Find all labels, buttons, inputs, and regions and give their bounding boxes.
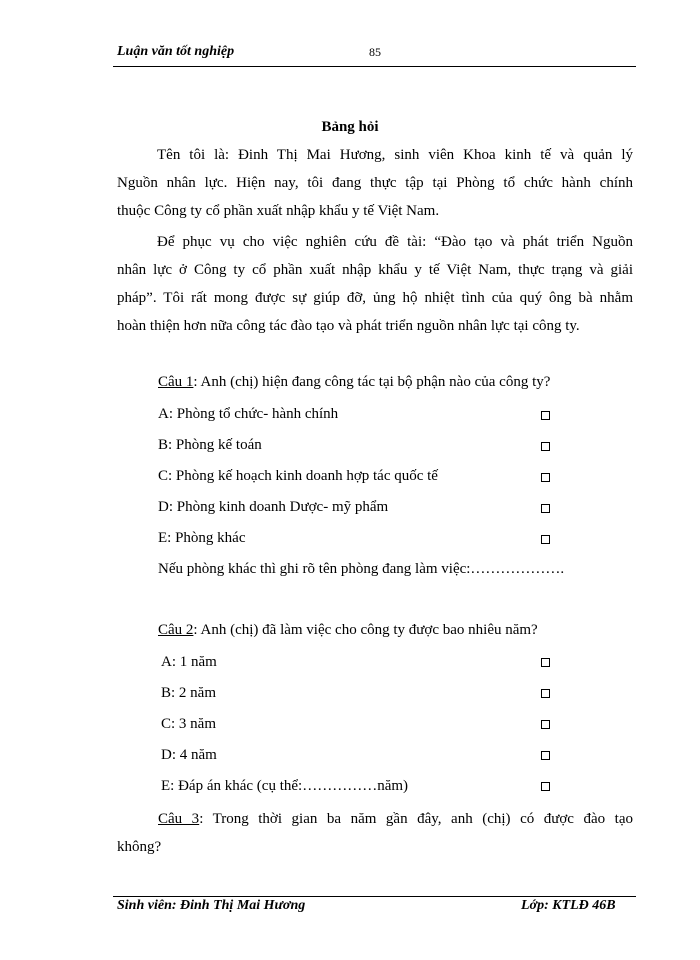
question-3-line-2: không?: [117, 839, 162, 855]
question-3-label: Câu 3: [158, 811, 200, 827]
q2-option-a-checkbox[interactable]: [541, 658, 550, 667]
question-3: [117, 805, 633, 861]
page-number: 85: [369, 45, 381, 59]
q2-option-c: C: 3 năm: [161, 716, 216, 732]
question-1-text: : Anh (chị) hiện đang công tác tại bộ phận nào của công ty?: [193, 374, 551, 390]
intro-paragraph-1: [117, 141, 633, 225]
intro-p1-line-1: Tên tôi là: Đinh Thị Mai Hương, sinh viên Khoa kinh tế và quản lý: [157, 147, 633, 163]
intro-p2-line-2: nhân lực ở Công ty cổ phần xuất nhập khẩu y tế Việt Nam, thực trạng và giải: [117, 262, 633, 278]
intro-p1-line-3: thuộc Công ty cổ phần xuất nhập khẩu y tế Việt Nam.: [117, 203, 440, 219]
q2-option-b-checkbox[interactable]: [541, 689, 550, 698]
q2-option-b: B: 2 năm: [161, 685, 216, 701]
footer-rule: [113, 896, 636, 897]
q1-option-b: B: Phòng kế toán: [158, 437, 262, 453]
q2-option-d-checkbox[interactable]: [541, 751, 550, 760]
q1-option-c: C: Phòng kế hoạch kinh doanh hợp tác quốc tế: [158, 468, 438, 484]
intro-p2-line-4: hoàn thiện hơn nữa công tác đào tạo và phát triển nguồn nhân lực tại công ty.: [117, 318, 580, 334]
footer-class: Lớp: KTLĐ 46B: [521, 898, 616, 913]
q1-option-a-checkbox[interactable]: [541, 411, 550, 420]
question-3-line-1: [117, 805, 633, 833]
question-1: [158, 374, 550, 391]
intro-p2-line-1: Để phục vụ cho việc nghiên cứu đề tài: “Đào tạo và phát triển Nguồn: [157, 234, 633, 250]
q2-option-c-checkbox[interactable]: [541, 720, 550, 729]
q2-option-e: E: Đáp án khác (cụ thể:……………năm): [161, 778, 409, 794]
header-rule: [113, 66, 636, 67]
question-2-text: : Anh (chị) đã làm việc cho công ty được bao nhiêu năm?: [193, 622, 538, 638]
question-2: [158, 622, 538, 639]
q1-other-note[interactable]: Nếu phòng khác thì ghi rõ tên phòng đang làm việc:……………….: [158, 561, 565, 577]
intro-p1-line-2: Nguồn nhân lực. Hiện nay, tôi đang thực tập tại Phòng tổ chức hành chính: [117, 175, 633, 191]
header-title: Luận văn tốt nghiệp: [117, 44, 235, 59]
q2-option-e-checkbox[interactable]: [541, 782, 550, 791]
q2-option-a: A: 1 năm: [161, 654, 217, 670]
q1-option-e-checkbox[interactable]: [541, 535, 550, 544]
q1-option-b-checkbox[interactable]: [541, 442, 550, 451]
q2-option-d: D: 4 năm: [161, 747, 217, 763]
q1-option-d-checkbox[interactable]: [541, 504, 550, 513]
footer-student: Sinh viên: Đinh Thị Mai Hương: [117, 898, 306, 913]
intro-paragraph-2: [117, 228, 633, 340]
question-1-label: Câu 1: [158, 374, 194, 390]
intro-p2-line-3: pháp”. Tôi rất mong được sự giúp đỡ, ủng hộ nhiệt tình của quý ông bà nhằm: [117, 290, 633, 306]
q1-option-a: A: Phòng tổ chức- hành chính: [158, 406, 339, 422]
q1-option-e: E: Phòng khác: [158, 530, 246, 546]
q1-option-c-checkbox[interactable]: [541, 473, 550, 482]
q1-option-d: D: Phòng kinh doanh Dược- mỹ phẩm: [158, 499, 389, 515]
question-3-text: : Trong thời gian ba năm gần đây, anh (chị) có được đào tạo: [199, 811, 633, 827]
document-title: Bảng hỏi: [321, 119, 379, 135]
question-2-label: Câu 2: [158, 622, 194, 638]
